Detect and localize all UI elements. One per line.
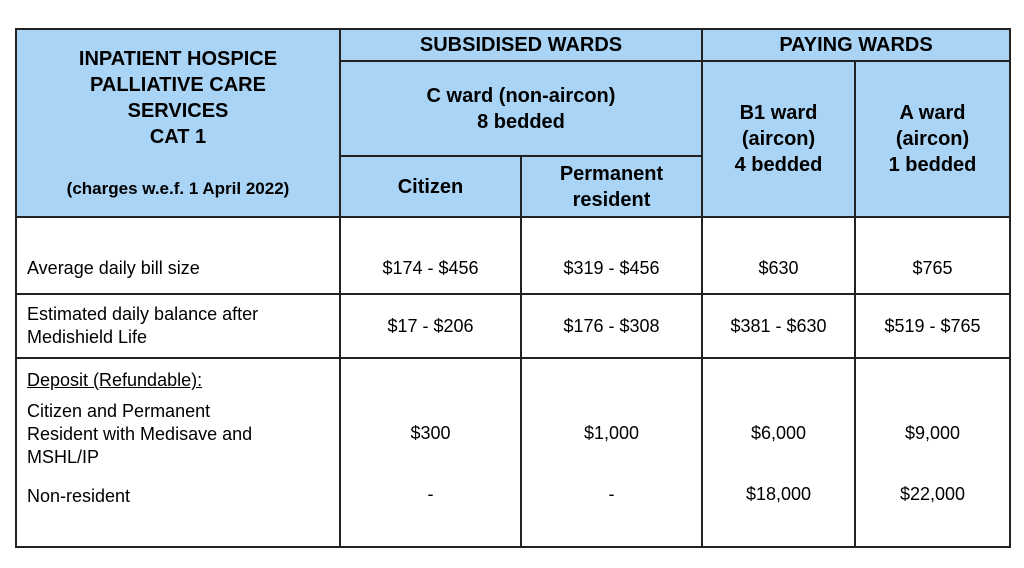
service-title-cell	[16, 29, 340, 217]
permanent-resident-header	[521, 156, 702, 217]
deposit-value-cell	[521, 358, 702, 547]
deposit-value-cell	[340, 358, 521, 547]
deposit-citizen-pr-label	[27, 400, 339, 469]
service-title-line-3: SERVICES	[127, 100, 229, 122]
a-ward-line-3: 1 bedded	[888, 154, 977, 176]
charges-note: (charges w.e.f. 1 April 2022)	[66, 179, 290, 198]
balance-value: $381 - $630	[702, 294, 855, 358]
deposit-citizen-pr-value: $6,000	[750, 423, 807, 443]
table-row-bill	[16, 217, 1010, 294]
service-title-line-2: PALLIATIVE CARE	[90, 74, 266, 96]
deposit-non-resident-value: $18,000	[745, 484, 812, 504]
deposit-non-resident-value: -	[427, 484, 434, 504]
subsidised-wards-header: SUBSIDISED WARDS	[340, 29, 702, 61]
deposit-value-cell	[702, 358, 855, 547]
c-ward-line-2: 8 bedded	[477, 110, 565, 133]
bill-value: $319 - $456	[521, 217, 702, 294]
balance-value: $176 - $308	[521, 294, 702, 358]
balance-label-line-2: Medishield Life	[27, 327, 148, 347]
balance-value: $17 - $206	[340, 294, 521, 358]
a-ward-line-2: (aircon)	[895, 128, 970, 150]
hospice-charges-table	[15, 28, 1011, 548]
paying-wards-header: PAYING WARDS	[702, 29, 1010, 61]
deposit-citizen-pr-line-2: Resident with Medisave and	[27, 424, 253, 444]
b1-ward-line-2: (aircon)	[741, 128, 816, 150]
deposit-heading: Deposit (Refundable):	[27, 370, 203, 390]
balance-value: $519 - $765	[855, 294, 1010, 358]
balance-label-line-1: Estimated daily balance after	[27, 304, 259, 324]
table-row-deposit	[16, 358, 1010, 547]
table-row-balance	[16, 294, 1010, 358]
b1-ward-line-1: B1 ward	[739, 102, 818, 124]
citizen-header: Citizen	[340, 156, 521, 217]
deposit-non-resident-label: Non-resident	[27, 486, 131, 506]
permanent-resident-line-2: resident	[572, 188, 651, 211]
deposit-citizen-pr-value: $300	[410, 423, 451, 443]
bill-value: $630	[702, 217, 855, 294]
bill-label: Average daily bill size	[16, 217, 340, 294]
deposit-value-cell	[855, 358, 1010, 547]
service-title-line-1: INPATIENT HOSPICE	[78, 48, 278, 70]
permanent-resident-line-1: Permanent	[559, 162, 664, 185]
deposit-citizen-pr-line-3: MSHL/IP	[27, 447, 100, 467]
bill-value: $765	[855, 217, 1010, 294]
service-title-line-4: CAT 1	[149, 126, 207, 148]
a-ward-header	[855, 61, 1010, 217]
service-title	[17, 46, 339, 150]
a-ward-line-1: A ward	[899, 102, 966, 124]
deposit-non-resident-value: -	[608, 484, 615, 504]
c-ward-header	[340, 61, 702, 156]
b1-ward-line-3: 4 bedded	[734, 154, 823, 176]
b1-ward-header	[702, 61, 855, 217]
c-ward-line-1: C ward (non-aircon)	[426, 84, 616, 107]
balance-label	[16, 294, 340, 358]
deposit-citizen-pr-line-1: Citizen and Permanent	[27, 401, 211, 421]
bill-value: $174 - $456	[340, 217, 521, 294]
deposit-non-resident-value: $22,000	[899, 484, 966, 504]
deposit-label-cell	[16, 358, 340, 547]
deposit-citizen-pr-value: $1,000	[583, 423, 640, 443]
deposit-citizen-pr-value: $9,000	[904, 423, 961, 443]
